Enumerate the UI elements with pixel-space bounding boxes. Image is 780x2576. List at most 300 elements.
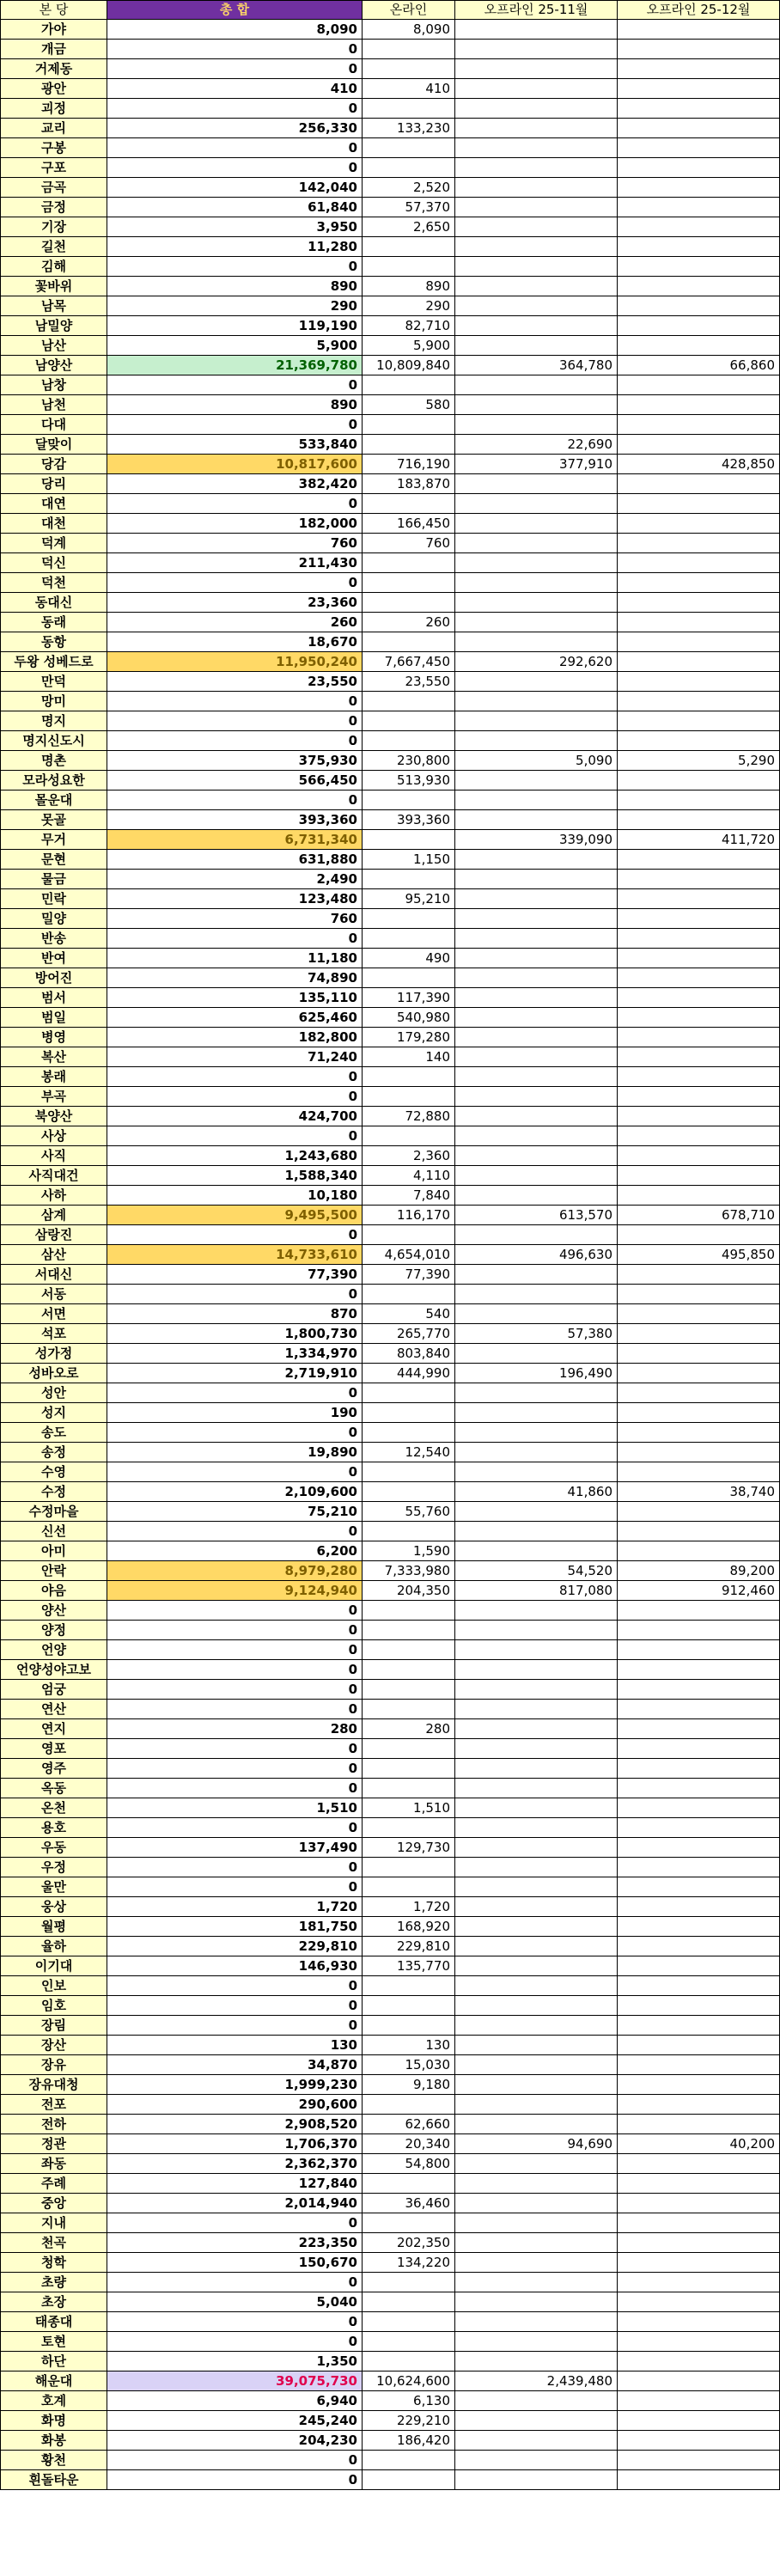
branch-name-cell[interactable]: 망미 <box>1 692 107 711</box>
online-cell[interactable] <box>363 968 455 988</box>
branch-name-cell[interactable]: 언양성야고보 <box>1 1660 107 1680</box>
offline-dec-cell[interactable] <box>618 2372 780 2391</box>
offline-dec-cell[interactable] <box>618 1146 780 1166</box>
branch-name-cell[interactable]: 모라성요한 <box>1 771 107 791</box>
branch-name-cell[interactable]: 범일 <box>1 1008 107 1028</box>
online-cell[interactable] <box>363 1996 455 2016</box>
offline-nov-cell[interactable] <box>455 1877 618 1897</box>
total-cell[interactable]: 0 <box>107 1423 363 1443</box>
offline-dec-cell[interactable] <box>618 2431 780 2451</box>
total-cell[interactable]: 760 <box>107 534 363 553</box>
offline-nov-cell[interactable] <box>455 2036 618 2055</box>
online-cell[interactable]: 20,340 <box>363 2134 455 2154</box>
total-cell[interactable]: 290,600 <box>107 2095 363 2115</box>
offline-nov-cell[interactable]: 364,780 <box>455 356 618 375</box>
branch-name-cell[interactable]: 만덕 <box>1 672 107 692</box>
total-cell[interactable]: 181,750 <box>107 1917 363 1937</box>
online-cell[interactable]: 116,170 <box>363 1206 455 1225</box>
offline-dec-cell[interactable]: 428,850 <box>618 455 780 474</box>
branch-name-cell[interactable]: 서면 <box>1 1304 107 1324</box>
offline-nov-cell[interactable] <box>455 2174 618 2194</box>
online-cell[interactable] <box>363 158 455 178</box>
branch-name-cell[interactable]: 신선 <box>1 1522 107 1541</box>
offline-dec-cell[interactable] <box>618 1818 780 1838</box>
offline-dec-cell[interactable] <box>618 375 780 395</box>
offline-nov-cell[interactable] <box>455 1739 618 1759</box>
total-cell[interactable]: 2,014,940 <box>107 2194 363 2213</box>
offline-nov-cell[interactable]: 196,490 <box>455 1364 618 1383</box>
offline-dec-cell[interactable] <box>618 2075 780 2095</box>
branch-name-cell[interactable]: 반여 <box>1 949 107 968</box>
offline-nov-cell[interactable] <box>455 1858 618 1877</box>
offline-dec-cell[interactable] <box>618 2055 780 2075</box>
total-cell[interactable]: 150,670 <box>107 2253 363 2273</box>
total-cell[interactable]: 0 <box>107 1067 363 1087</box>
online-cell[interactable] <box>363 692 455 711</box>
total-cell[interactable]: 1,720 <box>107 1897 363 1917</box>
branch-name-cell[interactable]: 남목 <box>1 296 107 316</box>
online-cell[interactable] <box>363 2451 455 2470</box>
branch-name-cell[interactable]: 영주 <box>1 1759 107 1779</box>
total-cell[interactable]: 0 <box>107 929 363 949</box>
offline-dec-cell[interactable] <box>618 2352 780 2372</box>
total-cell[interactable]: 631,880 <box>107 850 363 870</box>
offline-dec-cell[interactable]: 411,720 <box>618 830 780 850</box>
offline-nov-cell[interactable] <box>455 1838 618 1858</box>
branch-name-cell[interactable]: 연산 <box>1 1700 107 1719</box>
branch-name-cell[interactable]: 언양 <box>1 1640 107 1660</box>
branch-name-cell[interactable]: 해운대 <box>1 2372 107 2391</box>
branch-name-cell[interactable]: 금정 <box>1 198 107 217</box>
offline-dec-cell[interactable] <box>618 435 780 455</box>
offline-dec-cell[interactable] <box>618 1917 780 1937</box>
total-cell[interactable]: 0 <box>107 731 363 751</box>
offline-dec-cell[interactable]: 678,710 <box>618 1206 780 1225</box>
offline-nov-cell[interactable] <box>455 20 618 40</box>
branch-name-cell[interactable]: 호계 <box>1 2391 107 2411</box>
total-cell[interactable]: 11,280 <box>107 237 363 257</box>
total-cell[interactable]: 123,480 <box>107 889 363 909</box>
branch-name-cell[interactable]: 수영 <box>1 1462 107 1482</box>
branch-name-cell[interactable]: 온천 <box>1 1798 107 1818</box>
branch-name-cell[interactable]: 황천 <box>1 2451 107 2470</box>
offline-nov-cell[interactable] <box>455 889 618 909</box>
offline-nov-cell[interactable] <box>455 1285 618 1304</box>
header-branch[interactable]: 본 당 <box>1 1 107 20</box>
branch-name-cell[interactable]: 주례 <box>1 2174 107 2194</box>
branch-name-cell[interactable]: 다대 <box>1 415 107 435</box>
online-cell[interactable] <box>363 2095 455 2115</box>
total-cell[interactable]: 0 <box>107 573 363 593</box>
offline-dec-cell[interactable] <box>618 1541 780 1561</box>
offline-nov-cell[interactable] <box>455 1601 618 1621</box>
total-cell[interactable]: 0 <box>107 158 363 178</box>
offline-dec-cell[interactable] <box>618 1640 780 1660</box>
offline-nov-cell[interactable] <box>455 731 618 751</box>
online-cell[interactable]: 760 <box>363 534 455 553</box>
offline-dec-cell[interactable] <box>618 909 780 929</box>
branch-name-cell[interactable]: 봉래 <box>1 1067 107 1087</box>
branch-name-cell[interactable]: 기장 <box>1 217 107 237</box>
total-cell[interactable]: 6,731,340 <box>107 830 363 850</box>
offline-dec-cell[interactable] <box>618 494 780 514</box>
branch-name-cell[interactable]: 토현 <box>1 2332 107 2352</box>
total-cell[interactable]: 8,090 <box>107 20 363 40</box>
offline-nov-cell[interactable]: 292,620 <box>455 652 618 672</box>
total-cell[interactable]: 0 <box>107 138 363 158</box>
branch-name-cell[interactable]: 장유대청 <box>1 2075 107 2095</box>
total-cell[interactable]: 2,490 <box>107 870 363 889</box>
total-cell[interactable]: 39,075,730 <box>107 2372 363 2391</box>
offline-dec-cell[interactable] <box>618 1344 780 1364</box>
offline-nov-cell[interactable]: 613,570 <box>455 1206 618 1225</box>
offline-nov-cell[interactable] <box>455 178 618 198</box>
online-cell[interactable] <box>363 415 455 435</box>
branch-name-cell[interactable]: 밀양 <box>1 909 107 929</box>
total-cell[interactable]: 1,588,340 <box>107 1166 363 1186</box>
offline-nov-cell[interactable] <box>455 2075 618 2095</box>
online-cell[interactable] <box>363 1877 455 1897</box>
online-cell[interactable]: 135,770 <box>363 1956 455 1976</box>
offline-nov-cell[interactable] <box>455 2451 618 2470</box>
offline-dec-cell[interactable] <box>618 1897 780 1917</box>
online-cell[interactable] <box>363 257 455 277</box>
branch-name-cell[interactable]: 초량 <box>1 2273 107 2292</box>
online-cell[interactable] <box>363 1126 455 1146</box>
offline-dec-cell[interactable] <box>618 1798 780 1818</box>
online-cell[interactable] <box>363 59 455 79</box>
offline-nov-cell[interactable] <box>455 1403 618 1423</box>
total-cell[interactable]: 127,840 <box>107 2174 363 2194</box>
offline-dec-cell[interactable] <box>618 119 780 138</box>
offline-nov-cell[interactable]: 57,380 <box>455 1324 618 1344</box>
offline-dec-cell[interactable] <box>618 99 780 119</box>
branch-name-cell[interactable]: 이기대 <box>1 1956 107 1976</box>
branch-name-cell[interactable]: 사직대건 <box>1 1166 107 1186</box>
offline-dec-cell[interactable] <box>618 1166 780 1186</box>
branch-name-cell[interactable]: 못골 <box>1 810 107 830</box>
online-cell[interactable]: 179,280 <box>363 1028 455 1047</box>
offline-nov-cell[interactable] <box>455 415 618 435</box>
online-cell[interactable]: 290 <box>363 296 455 316</box>
online-cell[interactable]: 513,930 <box>363 771 455 791</box>
offline-nov-cell[interactable]: 339,090 <box>455 830 618 850</box>
offline-dec-cell[interactable] <box>618 20 780 40</box>
total-cell[interactable]: 10,180 <box>107 1186 363 1206</box>
online-cell[interactable]: 140 <box>363 1047 455 1067</box>
branch-name-cell[interactable]: 수정 <box>1 1482 107 1502</box>
online-cell[interactable]: 133,230 <box>363 119 455 138</box>
online-cell[interactable]: 130 <box>363 2036 455 2055</box>
branch-name-cell[interactable]: 사하 <box>1 1186 107 1206</box>
offline-dec-cell[interactable] <box>618 40 780 59</box>
offline-nov-cell[interactable] <box>455 711 618 731</box>
total-cell[interactable]: 0 <box>107 1522 363 1541</box>
online-cell[interactable] <box>363 593 455 613</box>
offline-dec-cell[interactable] <box>618 2154 780 2174</box>
header-online[interactable]: 온라인 <box>363 1 455 20</box>
offline-dec-cell[interactable] <box>618 79 780 99</box>
online-cell[interactable] <box>363 375 455 395</box>
offline-nov-cell[interactable] <box>455 158 618 178</box>
online-cell[interactable]: 393,360 <box>363 810 455 830</box>
offline-dec-cell[interactable] <box>618 672 780 692</box>
online-cell[interactable]: 10,624,600 <box>363 2372 455 2391</box>
offline-nov-cell[interactable] <box>455 949 618 968</box>
total-cell[interactable]: 130 <box>107 2036 363 2055</box>
online-cell[interactable] <box>363 1403 455 1423</box>
online-cell[interactable]: 229,210 <box>363 2411 455 2431</box>
online-cell[interactable]: 444,990 <box>363 1364 455 1383</box>
offline-dec-cell[interactable] <box>618 1937 780 1956</box>
online-cell[interactable]: 134,220 <box>363 2253 455 2273</box>
offline-dec-cell[interactable] <box>618 2312 780 2332</box>
offline-nov-cell[interactable] <box>455 119 618 138</box>
total-cell[interactable]: 0 <box>107 1601 363 1621</box>
branch-name-cell[interactable]: 임호 <box>1 1996 107 2016</box>
offline-nov-cell[interactable] <box>455 1798 618 1818</box>
branch-name-cell[interactable]: 물금 <box>1 870 107 889</box>
offline-nov-cell[interactable] <box>455 1621 618 1640</box>
branch-name-cell[interactable]: 거제동 <box>1 59 107 79</box>
online-cell[interactable] <box>363 1601 455 1621</box>
branch-name-cell[interactable]: 무거 <box>1 830 107 850</box>
offline-nov-cell[interactable] <box>455 870 618 889</box>
offline-nov-cell[interactable] <box>455 1996 618 2016</box>
offline-dec-cell[interactable]: 40,200 <box>618 2134 780 2154</box>
online-cell[interactable] <box>363 1067 455 1087</box>
offline-dec-cell[interactable]: 5,290 <box>618 751 780 771</box>
offline-nov-cell[interactable] <box>455 1640 618 1660</box>
offline-nov-cell[interactable] <box>455 2233 618 2253</box>
total-cell[interactable]: 290 <box>107 296 363 316</box>
total-cell[interactable]: 2,719,910 <box>107 1364 363 1383</box>
branch-name-cell[interactable]: 복산 <box>1 1047 107 1067</box>
online-cell[interactable] <box>363 573 455 593</box>
branch-name-cell[interactable]: 정관 <box>1 2134 107 2154</box>
offline-dec-cell[interactable] <box>618 336 780 356</box>
online-cell[interactable]: 10,809,840 <box>363 356 455 375</box>
offline-dec-cell[interactable] <box>618 1858 780 1877</box>
offline-nov-cell[interactable] <box>455 2115 618 2134</box>
online-cell[interactable] <box>363 1858 455 1877</box>
offline-nov-cell[interactable] <box>455 1976 618 1996</box>
branch-name-cell[interactable]: 사직 <box>1 1146 107 1166</box>
offline-nov-cell[interactable] <box>455 1344 618 1364</box>
total-cell[interactable]: 0 <box>107 2213 363 2233</box>
offline-nov-cell[interactable] <box>455 2273 618 2292</box>
offline-nov-cell[interactable] <box>455 632 618 652</box>
online-cell[interactable] <box>363 1621 455 1640</box>
branch-name-cell[interactable]: 양정 <box>1 1621 107 1640</box>
total-cell[interactable]: 6,940 <box>107 2391 363 2411</box>
branch-name-cell[interactable]: 전포 <box>1 2095 107 2115</box>
offline-dec-cell[interactable] <box>618 613 780 632</box>
total-cell[interactable]: 18,670 <box>107 632 363 652</box>
offline-nov-cell[interactable] <box>455 1166 618 1186</box>
offline-nov-cell[interactable] <box>455 237 618 257</box>
branch-name-cell[interactable]: 동대신 <box>1 593 107 613</box>
offline-dec-cell[interactable] <box>618 2411 780 2431</box>
branch-name-cell[interactable]: 전하 <box>1 2115 107 2134</box>
total-cell[interactable]: 870 <box>107 1304 363 1324</box>
offline-dec-cell[interactable] <box>618 652 780 672</box>
offline-nov-cell[interactable]: 2,439,480 <box>455 2372 618 2391</box>
offline-nov-cell[interactable] <box>455 59 618 79</box>
branch-name-cell[interactable]: 송정 <box>1 1443 107 1462</box>
online-cell[interactable]: 57,370 <box>363 198 455 217</box>
online-cell[interactable]: 54,800 <box>363 2154 455 2174</box>
offline-dec-cell[interactable] <box>618 850 780 870</box>
total-cell[interactable]: 0 <box>107 1640 363 1660</box>
total-cell[interactable]: 34,870 <box>107 2055 363 2075</box>
header-offline-nov[interactable]: 오프라인 25-11월 <box>455 1 618 20</box>
online-cell[interactable]: 580 <box>363 395 455 415</box>
offline-dec-cell[interactable] <box>618 1423 780 1443</box>
offline-nov-cell[interactable] <box>455 1383 618 1403</box>
offline-nov-cell[interactable]: 377,910 <box>455 455 618 474</box>
offline-nov-cell[interactable] <box>455 1462 618 1482</box>
online-cell[interactable]: 117,390 <box>363 988 455 1008</box>
offline-nov-cell[interactable] <box>455 613 618 632</box>
header-offline-dec[interactable]: 오프라인 25-12월 <box>618 1 780 20</box>
total-cell[interactable]: 382,420 <box>107 474 363 494</box>
branch-name-cell[interactable]: 청학 <box>1 2253 107 2273</box>
online-cell[interactable]: 166,450 <box>363 514 455 534</box>
offline-dec-cell[interactable] <box>618 2016 780 2036</box>
offline-nov-cell[interactable] <box>455 474 618 494</box>
branch-name-cell[interactable]: 서대신 <box>1 1265 107 1285</box>
total-cell[interactable]: 533,840 <box>107 435 363 455</box>
offline-dec-cell[interactable] <box>618 553 780 573</box>
offline-nov-cell[interactable] <box>455 968 618 988</box>
online-cell[interactable]: 55,760 <box>363 1502 455 1522</box>
online-cell[interactable]: 23,550 <box>363 672 455 692</box>
branch-name-cell[interactable]: 태종대 <box>1 2312 107 2332</box>
offline-dec-cell[interactable] <box>618 632 780 652</box>
branch-name-cell[interactable]: 하단 <box>1 2352 107 2372</box>
offline-dec-cell[interactable] <box>618 198 780 217</box>
online-cell[interactable] <box>363 2332 455 2352</box>
total-cell[interactable]: 0 <box>107 1383 363 1403</box>
offline-dec-cell[interactable] <box>618 2253 780 2273</box>
online-cell[interactable]: 1,510 <box>363 1798 455 1818</box>
offline-nov-cell[interactable] <box>455 514 618 534</box>
branch-name-cell[interactable]: 동래 <box>1 613 107 632</box>
offline-dec-cell[interactable] <box>618 1225 780 1245</box>
offline-nov-cell[interactable] <box>455 2332 618 2352</box>
online-cell[interactable] <box>363 1976 455 1996</box>
total-cell[interactable]: 204,230 <box>107 2431 363 2451</box>
online-cell[interactable]: 2,520 <box>363 178 455 198</box>
branch-name-cell[interactable]: 인보 <box>1 1976 107 1996</box>
offline-dec-cell[interactable] <box>618 257 780 277</box>
online-cell[interactable]: 9,180 <box>363 2075 455 2095</box>
total-cell[interactable]: 23,360 <box>107 593 363 613</box>
branch-name-cell[interactable]: 몰운대 <box>1 791 107 810</box>
online-cell[interactable]: 5,900 <box>363 336 455 356</box>
total-cell[interactable]: 0 <box>107 2332 363 2352</box>
branch-name-cell[interactable]: 양산 <box>1 1601 107 1621</box>
offline-nov-cell[interactable] <box>455 810 618 830</box>
total-cell[interactable]: 0 <box>107 1285 363 1304</box>
offline-nov-cell[interactable] <box>455 257 618 277</box>
branch-name-cell[interactable]: 덕신 <box>1 553 107 573</box>
total-cell[interactable]: 5,900 <box>107 336 363 356</box>
offline-dec-cell[interactable] <box>618 949 780 968</box>
offline-nov-cell[interactable] <box>455 1502 618 1522</box>
total-cell[interactable]: 260 <box>107 613 363 632</box>
total-cell[interactable]: 75,210 <box>107 1502 363 1522</box>
total-cell[interactable]: 0 <box>107 1621 363 1640</box>
offline-dec-cell[interactable] <box>618 1779 780 1798</box>
online-cell[interactable]: 82,710 <box>363 316 455 336</box>
total-cell[interactable]: 5,040 <box>107 2292 363 2312</box>
offline-nov-cell[interactable] <box>455 534 618 553</box>
offline-dec-cell[interactable] <box>618 711 780 731</box>
offline-nov-cell[interactable] <box>455 198 618 217</box>
online-cell[interactable] <box>363 1383 455 1403</box>
branch-name-cell[interactable]: 덕계 <box>1 534 107 553</box>
offline-dec-cell[interactable] <box>618 1087 780 1107</box>
offline-nov-cell[interactable] <box>455 791 618 810</box>
total-cell[interactable]: 0 <box>107 1759 363 1779</box>
offline-nov-cell[interactable] <box>455 99 618 119</box>
online-cell[interactable]: 183,870 <box>363 474 455 494</box>
branch-name-cell[interactable]: 중앙 <box>1 2194 107 2213</box>
total-cell[interactable]: 0 <box>107 1779 363 1798</box>
branch-name-cell[interactable]: 북양산 <box>1 1107 107 1126</box>
offline-nov-cell[interactable] <box>455 1304 618 1324</box>
branch-name-cell[interactable]: 개금 <box>1 40 107 59</box>
total-cell[interactable]: 0 <box>107 2470 363 2490</box>
total-cell[interactable]: 0 <box>107 257 363 277</box>
online-cell[interactable] <box>363 1285 455 1304</box>
branch-name-cell[interactable]: 아미 <box>1 1541 107 1561</box>
offline-nov-cell[interactable] <box>455 771 618 791</box>
total-cell[interactable]: 890 <box>107 277 363 296</box>
branch-name-cell[interactable]: 구봉 <box>1 138 107 158</box>
total-cell[interactable]: 0 <box>107 1700 363 1719</box>
total-cell[interactable]: 6,200 <box>107 1541 363 1561</box>
online-cell[interactable]: 229,810 <box>363 1937 455 1956</box>
branch-name-cell[interactable]: 광안 <box>1 79 107 99</box>
offline-nov-cell[interactable] <box>455 1917 618 1937</box>
online-cell[interactable]: 4,654,010 <box>363 1245 455 1265</box>
online-cell[interactable] <box>363 870 455 889</box>
online-cell[interactable]: 265,770 <box>363 1324 455 1344</box>
offline-nov-cell[interactable] <box>455 553 618 573</box>
offline-dec-cell[interactable] <box>618 889 780 909</box>
total-cell[interactable]: 393,360 <box>107 810 363 830</box>
online-cell[interactable] <box>363 2292 455 2312</box>
offline-dec-cell[interactable] <box>618 474 780 494</box>
offline-nov-cell[interactable] <box>455 2253 618 2273</box>
branch-name-cell[interactable]: 구포 <box>1 158 107 178</box>
offline-nov-cell[interactable]: 22,690 <box>455 435 618 455</box>
total-cell[interactable]: 280 <box>107 1719 363 1739</box>
offline-dec-cell[interactable] <box>618 731 780 751</box>
total-cell[interactable]: 256,330 <box>107 119 363 138</box>
offline-dec-cell[interactable] <box>618 1838 780 1858</box>
online-cell[interactable]: 803,840 <box>363 1344 455 1364</box>
branch-name-cell[interactable]: 사상 <box>1 1126 107 1146</box>
offline-nov-cell[interactable]: 54,520 <box>455 1561 618 1581</box>
total-cell[interactable]: 0 <box>107 1858 363 1877</box>
online-cell[interactable]: 490 <box>363 949 455 968</box>
offline-nov-cell[interactable] <box>455 850 618 870</box>
branch-name-cell[interactable]: 삼산 <box>1 1245 107 1265</box>
